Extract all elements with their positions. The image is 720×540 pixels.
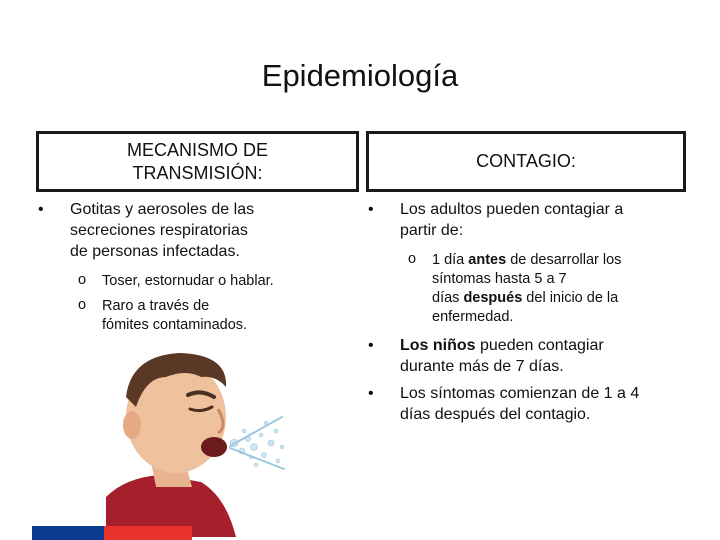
sub-bullet-glyph: o — [408, 251, 417, 267]
bullet-item: • Gotitas y aerosoles de las secreciones respiratorias de personas infectadas. — [38, 201, 255, 260]
header-label: CONTAGIO: — [476, 151, 576, 171]
bullet-glyph: • — [38, 201, 44, 218]
sub-bullet-item: o Toser, estornudar o hablar. — [78, 272, 274, 289]
bullet-glyph: • — [368, 201, 374, 218]
bullet-item: • Los niños pueden contagiar durante más de 7 días. — [368, 337, 604, 375]
sub-bullet-item: o 1 día antes de desarrollar los síntomas hasta 5 a 7 días después del inicio de la enfermedad. — [408, 251, 622, 325]
header-line: TRANSMISIÓN: — [132, 162, 263, 183]
sub-bullet-glyph: o — [78, 272, 87, 288]
bullet-glyph: • — [368, 385, 374, 402]
bullet-item: • Los síntomas comienzan de 1 a 4 días después del contagio. — [368, 385, 640, 423]
header-contagio — [366, 131, 686, 192]
bullet-glyph: • — [368, 337, 374, 354]
header-line: MECANISMO DE — [126, 139, 268, 160]
left-column — [36, 199, 336, 335]
coughing-person-illustration — [106, 347, 286, 537]
page-title: Epidemiología — [261, 58, 459, 93]
header-mecanismo-transmision — [36, 131, 359, 192]
sub-bullet-glyph: o — [78, 297, 87, 313]
sub-bullet-item: o Raro a través de fómites contaminados. — [78, 297, 248, 333]
footer-bar-red — [104, 526, 192, 540]
bullet-item: • Los adultos pueden contagiar a partir de: — [368, 201, 624, 239]
footer-bar-blue — [32, 526, 104, 540]
right-column — [366, 199, 684, 425]
